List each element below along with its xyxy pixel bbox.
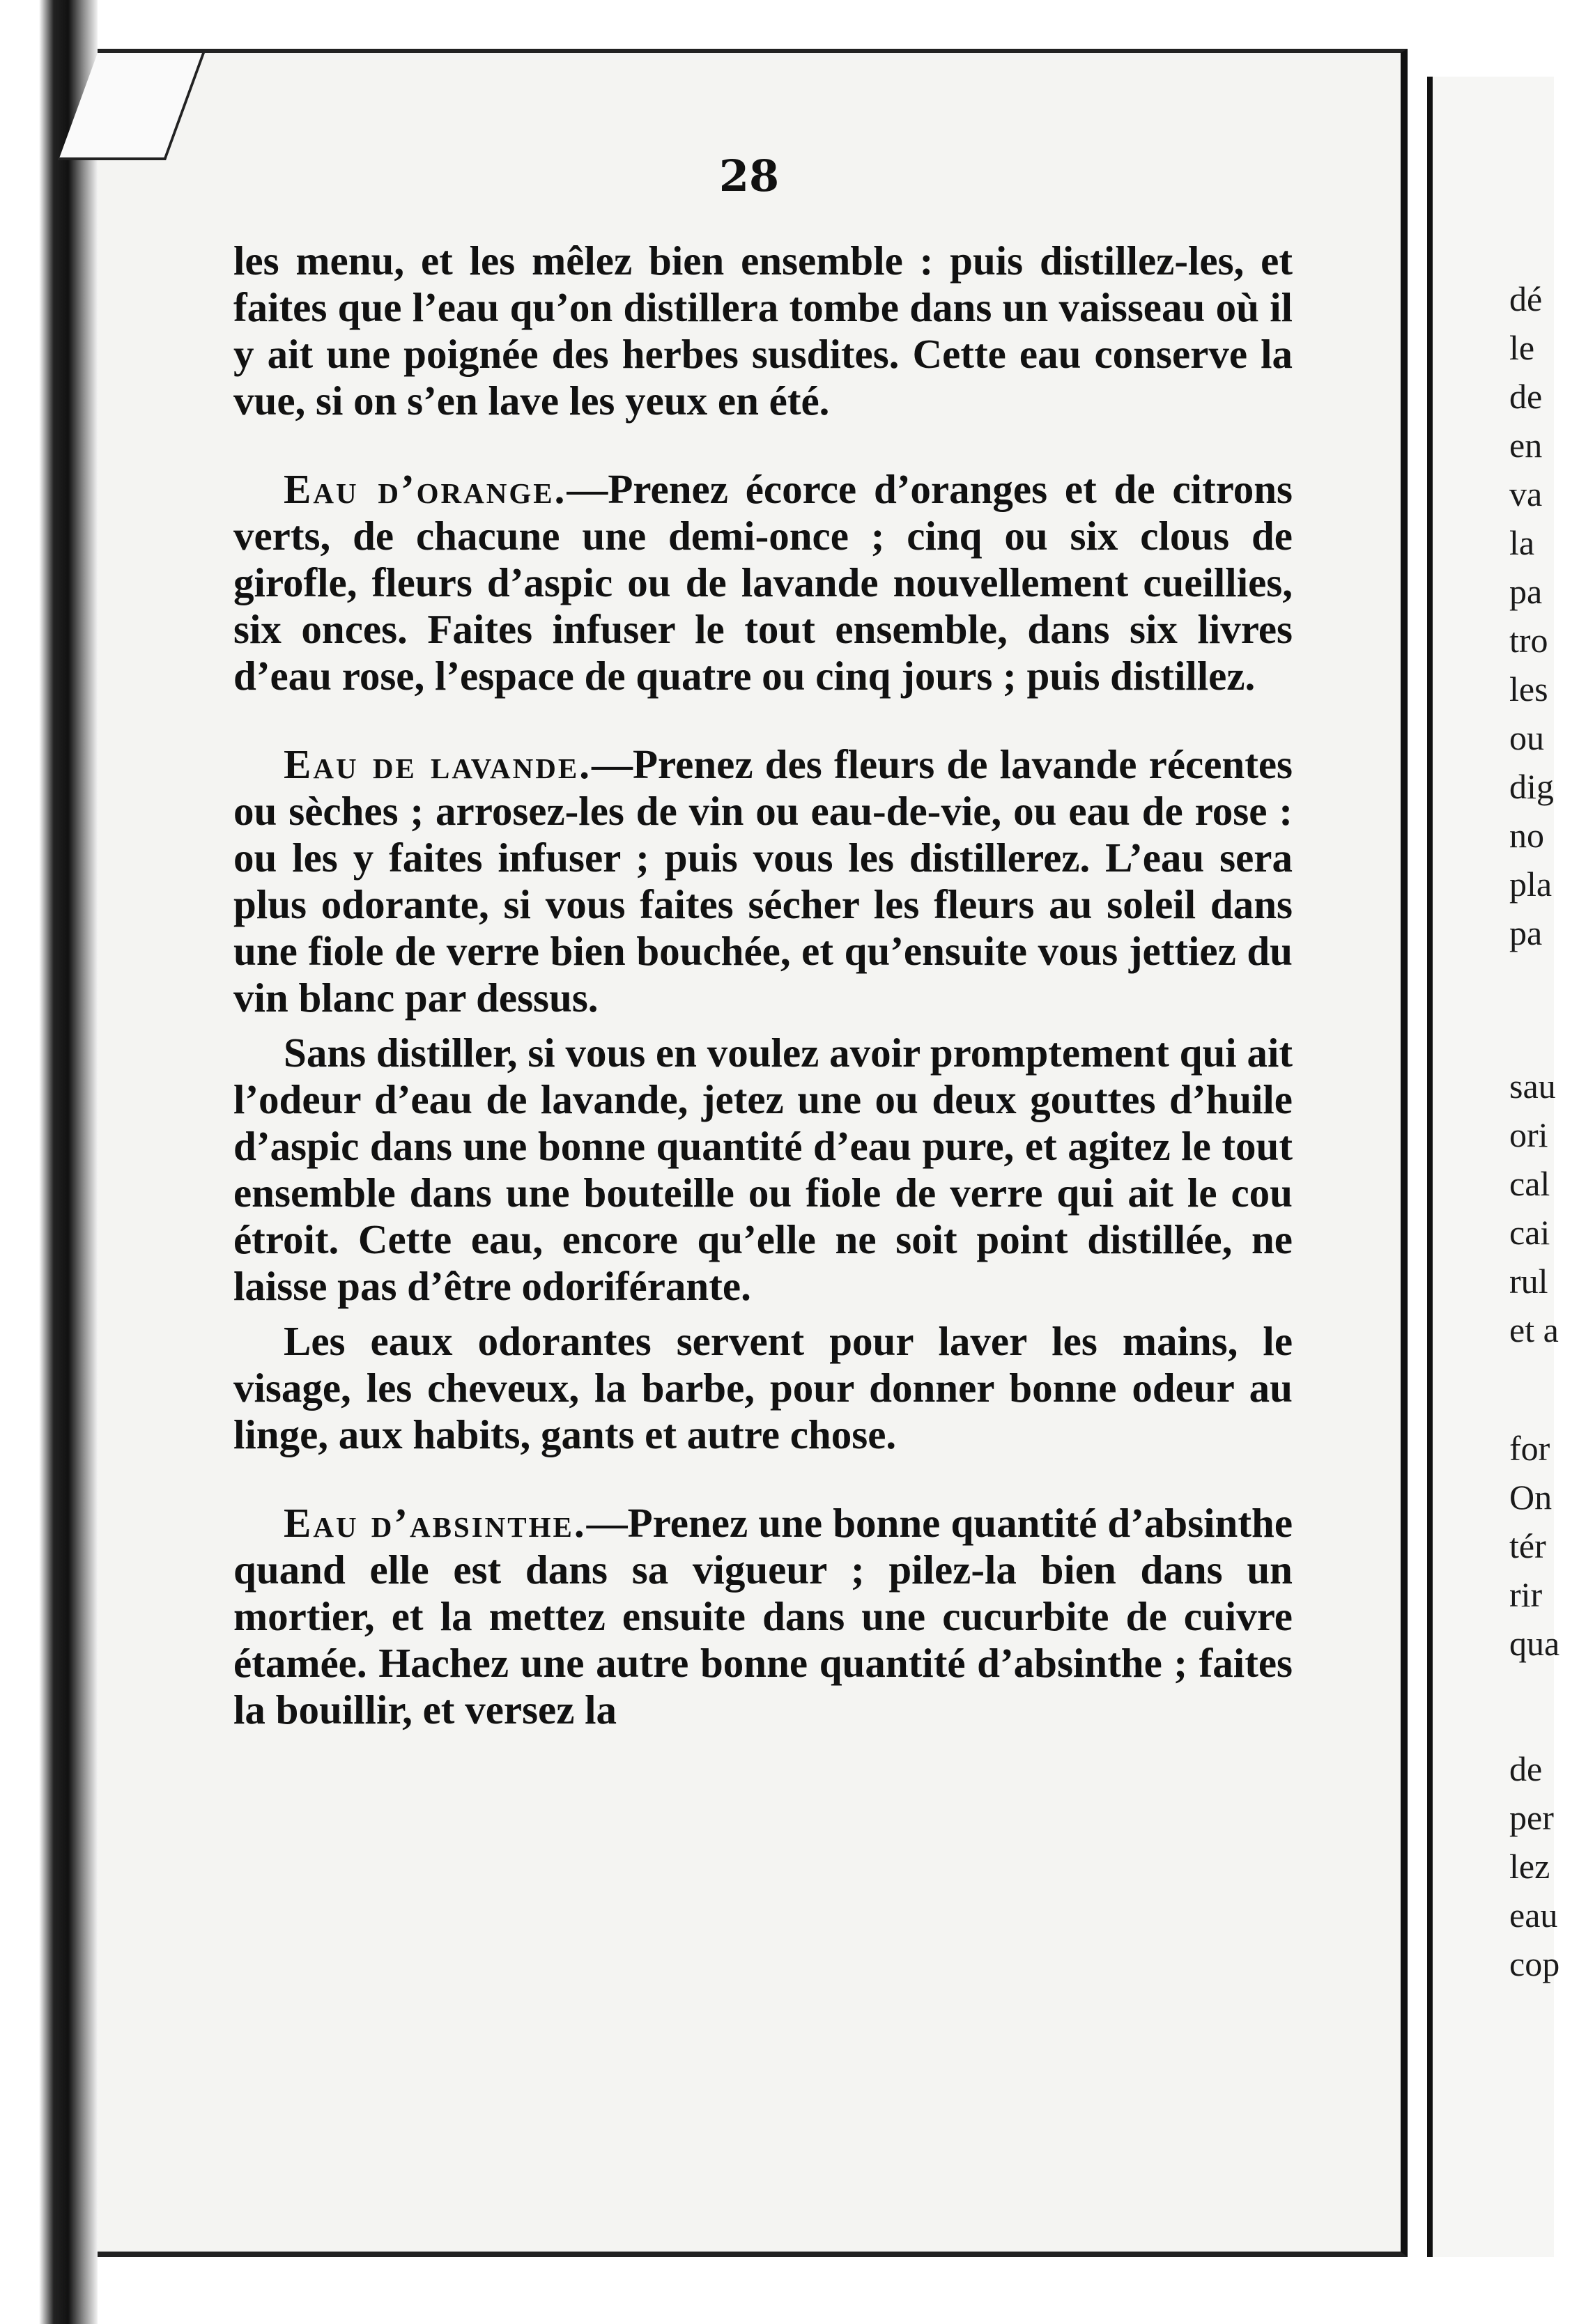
adjacent-page-fragment: et a bbox=[1509, 1310, 1559, 1349]
adjacent-page-fragment: tér bbox=[1509, 1526, 1546, 1565]
paragraph-text: —Prenez une bonne quantité d’absinthe quand elle est dans sa vigueur ; pilez-la bien dans un mortier, et la mettez ensuite dans une cucurbite de cuivre étamée. Hachez une autre bonne quantité d’absinthe ; faites la bouillir, et versez la bbox=[233, 1500, 1293, 1733]
recipe-heading: Eau d’absinthe. bbox=[284, 1500, 587, 1546]
adjacent-page-fragment: On bbox=[1509, 1478, 1553, 1517]
adjacent-page-fragment: cai bbox=[1509, 1213, 1550, 1252]
page-bottom-edge bbox=[98, 2257, 1554, 2324]
page-number: 28 bbox=[718, 150, 780, 201]
adjacent-page-fragment: dig bbox=[1509, 767, 1554, 806]
main-page bbox=[98, 49, 1408, 2257]
paragraph-text: —Prenez des fleurs de lavande récentes ou sèches ; arrosez-les de vin ou eau-de-vie, ou eau de rose : ou les y faites infuser ; puis vous les distillerez. L’eau sera plus odorante, si vous faites sécher les fleurs au soleil dans une fiole de verre bien bouchée, et qu’ensuite vous jettiez du vin blanc par dessus. bbox=[233, 741, 1293, 1021]
adjacent-page-fragment: eau bbox=[1509, 1896, 1558, 1935]
paragraph-text: —Prenez écorce d’oranges et de citrons verts, de chacune une demi-once ; cinq ou six clous de girofle, fleurs d’aspic ou de lavande nouvellement cueillies, six onces. Faites infuser le tout ensemble, dans six livres d’eau rose, l’espace de quatre ou cinq jours ; puis distillez. bbox=[233, 466, 1293, 699]
adjacent-page-fragment: de bbox=[1509, 1749, 1543, 1788]
adjacent-page-fragment: rul bbox=[1509, 1262, 1548, 1301]
paragraph-text: Les eaux odorantes servent pour laver les mains, le visage, les cheveux, la barbe, pour donner bonne odeur au linge, aux habits, gants et autre chose. bbox=[233, 1318, 1293, 1457]
adjacent-page-fragment: sau bbox=[1509, 1067, 1556, 1106]
adjacent-page-fragment: cop bbox=[1509, 1944, 1560, 1983]
adjacent-page-fragment: ou bbox=[1509, 718, 1544, 757]
adjacent-page-fragment: pa bbox=[1509, 572, 1543, 611]
adjacent-page-fragment: en bbox=[1509, 426, 1543, 465]
recipe-eau-orange bbox=[233, 466, 1293, 699]
adjacent-page-fragment: dé bbox=[1509, 279, 1543, 318]
adjacent-page-fragment: de bbox=[1509, 377, 1543, 416]
adjacent-page-fragment: rir bbox=[1509, 1575, 1543, 1614]
recipe-heading: Eau d’orange. bbox=[284, 466, 567, 512]
recipe-heading: Eau de lavande. bbox=[284, 741, 592, 787]
adjacent-page-fragment: lez bbox=[1509, 1847, 1550, 1886]
adjacent-page-fragment: la bbox=[1509, 523, 1535, 562]
adjacent-page-fragment: cal bbox=[1509, 1164, 1550, 1203]
recipe-eau-absinthe bbox=[233, 1500, 1293, 1733]
adjacent-page-fragment: qua bbox=[1509, 1624, 1560, 1663]
adjacent-page-fragment: per bbox=[1509, 1798, 1554, 1837]
adjacent-page-fragment: le bbox=[1509, 328, 1535, 367]
adjacent-page-fragment: va bbox=[1509, 474, 1543, 513]
paragraph-sans-distiller bbox=[233, 1030, 1293, 1310]
page-text bbox=[233, 238, 1293, 1733]
page-gutter bbox=[1408, 42, 1428, 2306]
book-binding-edge bbox=[0, 0, 98, 2324]
adjacent-page-fragment: pa bbox=[1509, 913, 1543, 952]
adjacent-page-fragment: tro bbox=[1509, 621, 1548, 660]
adjacent-page-fragment: les bbox=[1509, 669, 1548, 708]
adjacent-page-fragment: for bbox=[1509, 1429, 1550, 1468]
adjacent-page-fragment: no bbox=[1509, 816, 1544, 855]
paragraph-text: Sans distiller, si vous en voulez avoir promptement qui ait l’odeur d’eau de lavande, jetez une ou deux gouttes d’huile d’aspic dans une bonne quantité d’eau pure, et agitez le tout ensemble dans une bouteille ou fiole de verre qui ait le cou étroit. Cette eau, encore qu’elle ne soit point distillée, ne laisse pas d’être odoriférante. bbox=[233, 1030, 1293, 1309]
adjacent-page-fragment: pla bbox=[1509, 865, 1553, 904]
paragraph-continuation bbox=[233, 238, 1293, 424]
adjacent-page-fragment: ori bbox=[1509, 1115, 1548, 1154]
recipe-eau-lavande bbox=[233, 741, 1293, 1021]
paragraph-eaux-odorantes bbox=[233, 1318, 1293, 1458]
paragraph-text: les menu, et les mêlez bien ensemble : puis distillez-les, et faites que l’eau qu’on distillera tombe dans un vaisseau où il y ait une poignée des herbes susdites. Cette eau conserve la vue, si on s’en lave les yeux en été. bbox=[233, 238, 1293, 424]
adjacent-page bbox=[1427, 77, 1560, 2271]
